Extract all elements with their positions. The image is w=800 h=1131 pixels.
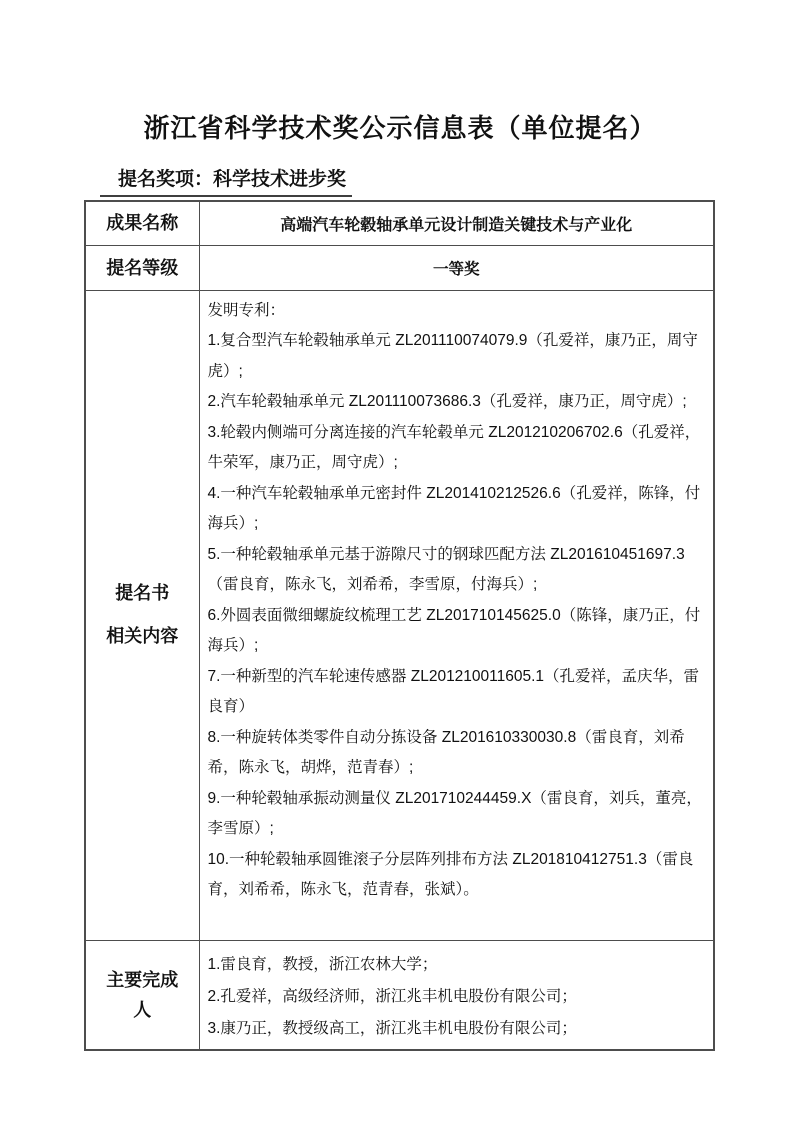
patent-item: 7.一种新型的汽车轮速传感器 ZL201210011605.1（孔爱祥，孟庆华，雷良育） bbox=[207, 667, 700, 715]
patent-item: 2.汽车轮毂轴承单元 ZL201110073686.3（孔爱祥，康乃正，周守虎）; bbox=[207, 393, 687, 410]
patent-item: 9.一种轮毂轴承振动测量仪 ZL201710244459.X（雷良育，刘兵，董亮，李雪原）; bbox=[207, 789, 702, 837]
table-row-main-completers bbox=[85, 940, 714, 1050]
award-info-table bbox=[84, 200, 715, 1051]
patent-item: 4.一种汽车轮毂轴承单元密封件 ZL201410212526.6（孔爱祥，陈锋，付海兵）; bbox=[207, 484, 701, 532]
person-item: 1.雷良育，教授，浙江农林大学； bbox=[207, 955, 438, 973]
person-item: 3.康乃正，教授级高工，浙江兆丰机电股份有限公司； bbox=[207, 1019, 577, 1037]
main-completers-label-line1: 主要完成 bbox=[106, 969, 179, 990]
nomination-award-row bbox=[100, 168, 800, 197]
nomination-award-label: 提名奖项： bbox=[118, 169, 214, 190]
patents-heading: 发明专利： bbox=[207, 301, 286, 319]
patent-item: 1.复合型汽车轮毂轴承单元 ZL201110074079.9（孔爱祥，康乃正，周守虎）; bbox=[207, 332, 698, 380]
person-item: 2.孔爱祥，高级经济师，浙江兆丰机电股份有限公司； bbox=[207, 987, 577, 1005]
table-row-related-content bbox=[85, 290, 714, 940]
main-completers-label-line2: 人 bbox=[133, 999, 152, 1020]
patent-item: 10.一种轮毂轴承圆锥滚子分层阵列排布方法 ZL201810412751.3（雷良育，刘希希，陈永飞，范青春，张斌）。 bbox=[207, 850, 694, 898]
related-content-label-line1: 提名书 bbox=[115, 583, 170, 603]
result-name-label: 成果名称 bbox=[85, 201, 199, 245]
patent-item: 8.一种旋转体类零件自动分拣设备 ZL201610330030.8（雷良育，刘希希，陈永飞，胡烨，范青春）; bbox=[207, 728, 685, 776]
patent-item: 6.外圆表面微细螺旋纹梳理工艺 ZL201710145625.0（陈锋，康乃正，付海兵）; bbox=[207, 606, 701, 654]
grade-value: 一等奖 bbox=[199, 245, 714, 290]
table-row-grade bbox=[85, 245, 714, 290]
patent-item: 5.一种轮毂轴承单元基于游隙尺寸的钢球匹配方法 ZL201610451697.3（雷良育，陈永飞，刘希希，李雪原，付海兵）; bbox=[207, 545, 685, 593]
people-list-cell bbox=[199, 940, 714, 1050]
related-content-label-line2: 相关内容 bbox=[106, 626, 179, 646]
page-title: 浙江省科学技术奖公示信息表（单位提名） bbox=[143, 113, 657, 143]
table-row-result-name bbox=[85, 201, 714, 245]
result-name-value: 高端汽车轮毂轴承单元设计制造关键技术与产业化 bbox=[199, 201, 714, 245]
nomination-award-value: 科学技术进步奖 bbox=[213, 169, 347, 190]
grade-label: 提名等级 bbox=[85, 245, 199, 290]
main-completers-label bbox=[85, 940, 199, 1050]
nomination-award-line bbox=[100, 168, 352, 197]
related-content-label bbox=[85, 290, 199, 940]
patent-list-cell bbox=[199, 290, 714, 940]
patent-item: 3.轮毂内侧端可分离连接的汽车轮毂单元 ZL201210206702.6（孔爱祥，牛荣军，康乃正，周守虎）; bbox=[207, 423, 701, 471]
